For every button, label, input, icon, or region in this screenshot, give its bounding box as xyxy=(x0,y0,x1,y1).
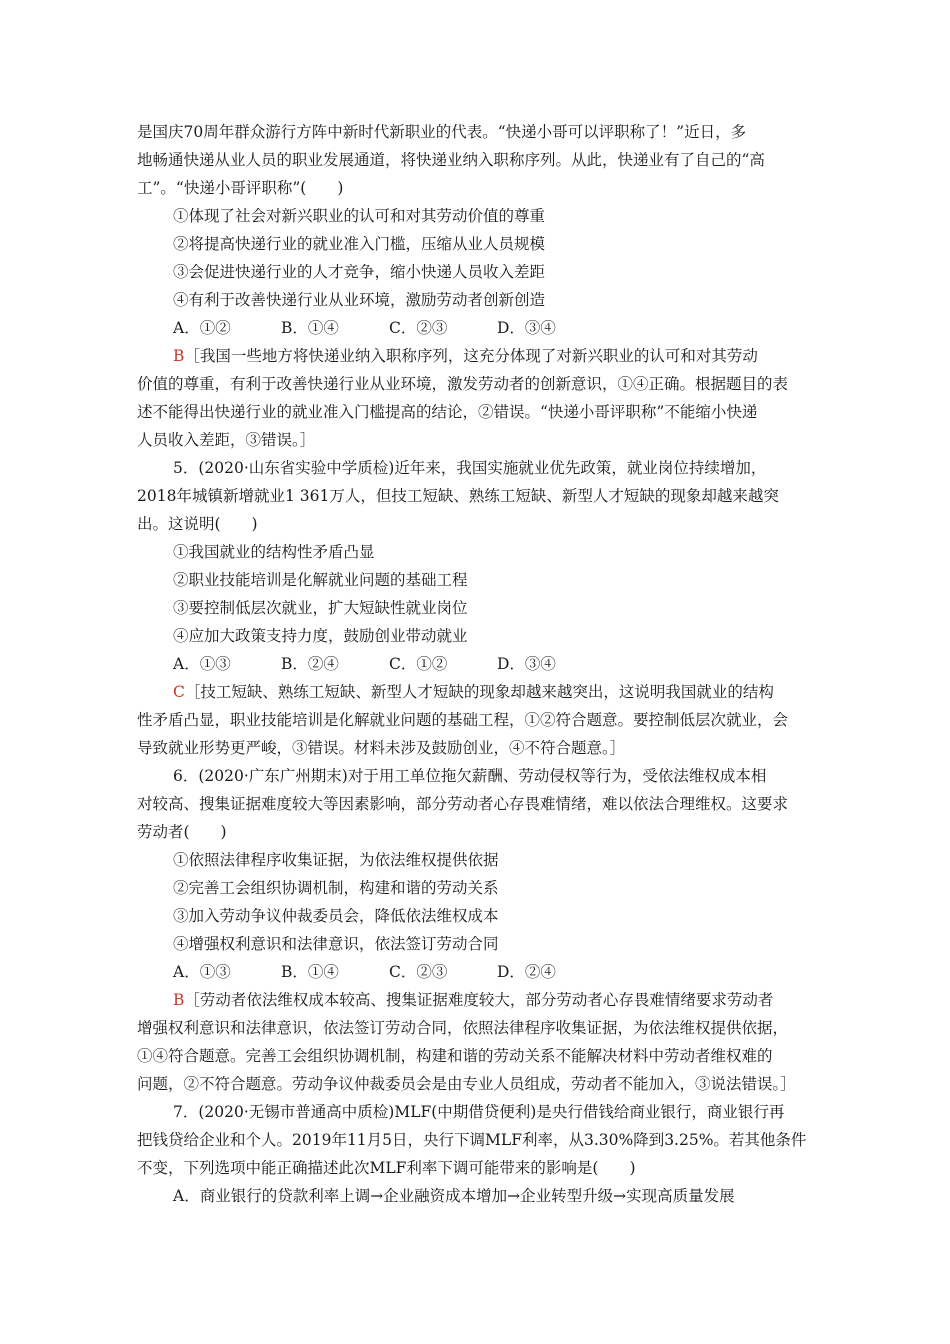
q5-explanation-text: ［技工短缺、熟练工短缺、新型人才短缺的现象却越来越突出，这说明我国就业的结构 xyxy=(184,683,774,701)
q4-explanation-line: 述不能得出快递行业的就业准入门槛提高的结论，②错误。“快递小哥评职称”不能缩小快递 xyxy=(137,403,758,421)
q4-stem-line: 地畅通快递从业人员的职业发展通道，将快递业纳入职称序列。从此，快递业有了自己的“高 xyxy=(137,151,765,169)
q7-stem-line: 7．(2020·无锡市普通高中质检)MLF(中期借贷便利)是央行借钱给商业银行，商业银行再 xyxy=(173,1103,785,1121)
q6-item: ②完善工会组织协调机制，构建和谐的劳动关系 xyxy=(173,879,499,897)
q5-explanation-line xyxy=(137,678,817,706)
q5-item: ②职业技能培训是化解就业问题的基础工程 xyxy=(173,571,468,589)
q5-option-b: B．②④ xyxy=(281,655,339,673)
document-page xyxy=(137,118,817,1210)
q6-option-d: D．②④ xyxy=(497,963,556,981)
q5-option-a: A．①③ xyxy=(173,655,231,673)
q6-item: ④增强权利意识和法律意识，依法签订劳动合同 xyxy=(173,935,499,953)
q6-options xyxy=(137,958,817,986)
q6-option-a: A．①③ xyxy=(173,963,231,981)
q7-option-a: A．商业银行的贷款利率上调→企业融资成本增加→企业转型升级→实现高质量发展 xyxy=(173,1187,735,1205)
q6-item: ③加入劳动争议仲裁委员会，降低依法维权成本 xyxy=(173,907,499,925)
q4-item: ①体现了社会对新兴职业的认可和对其劳动价值的尊重 xyxy=(173,207,546,225)
q6-stem-line: 对较高、搜集证据难度较大等因素影响，部分劳动者心存畏难情绪，难以依法合理维权。这要求 xyxy=(137,795,789,813)
q5-item: ③要控制低层次就业，扩大短缺性就业岗位 xyxy=(173,599,468,617)
q4-item: ③会促进快递行业的人才竞争，缩小快递人员收入差距 xyxy=(173,263,546,281)
q4-explanation-line: 人员收入差距，③错误。］ xyxy=(137,431,316,449)
q4-item: ②将提高快递行业的就业准入门槛，压缩从业人员规模 xyxy=(173,235,546,253)
q4-explanation-line: 价值的尊重，有利于改善快递行业从业环境，激发劳动者的创新意识，①④正确。根据题目的表 xyxy=(137,375,789,393)
q6-item: ①依照法律程序收集证据，为依法维权提供依据 xyxy=(173,851,499,869)
q5-option-d: D．③④ xyxy=(497,655,556,673)
q6-option-b: B．①④ xyxy=(281,963,339,981)
q5-explanation-line: 性矛盾凸显，职业技能培训是化解就业问题的基础工程，①②符合题意。要控制低层次就业，会 xyxy=(137,711,789,729)
q5-stem-line: 2018年城镇新增就业1 361万人，但技工短缺、熟练工短缺、新型人才短缺的现象却越来越突 xyxy=(137,487,779,505)
q5-item: ④应加大政策支持力度，鼓励创业带动就业 xyxy=(173,627,468,645)
q6-explanation-line: ①④符合题意。完善工会组织协调机制，构建和谐的劳动关系不能解决材料中劳动者维权难的 xyxy=(137,1047,773,1065)
q4-option-b: B．①④ xyxy=(281,319,339,337)
q6-explanation-line: 增强权利意识和法律意识，依法签订劳动合同，依照法律程序收集证据，为依法维权提供依据， xyxy=(137,1019,789,1037)
q6-stem-line: 劳动者( ) xyxy=(137,823,227,841)
q4-option-a: A．①② xyxy=(173,319,231,337)
q6-explanation-text: ［劳动者依法维权成本较高、搜集证据难度较大，部分劳动者心存畏难情绪要求劳动者 xyxy=(184,991,774,1009)
q5-answer-letter: C xyxy=(173,683,185,701)
q6-explanation-line: 问题，②不符合题意。劳动争议仲裁委员会是由专业人员组成，劳动者不能加入，③说法错误。］ xyxy=(137,1075,796,1093)
q5-option-c: C．①② xyxy=(389,655,448,673)
q4-options xyxy=(137,314,817,342)
q4-option-c: C．②③ xyxy=(389,319,448,337)
q5-item: ①我国就业的结构性矛盾凸显 xyxy=(173,543,375,561)
q4-option-d: D．③④ xyxy=(497,319,556,337)
q4-stem-line: 是国庆70周年群众游行方阵中新时代新职业的代表。“快递小哥可以评职称了！”近日，多 xyxy=(137,123,747,141)
q4-stem-line: 工”。“快递小哥评职称”( ) xyxy=(137,179,344,197)
q6-answer-letter: B xyxy=(173,991,185,1009)
q7-stem-line: 把钱贷给企业和个人。2019年11月5日，央行下调MLF利率，从3.30%降到3.25%。若其他条件 xyxy=(137,1131,807,1149)
q5-options xyxy=(137,650,817,678)
q5-stem-line: 出。这说明( ) xyxy=(137,515,258,533)
q6-explanation-line xyxy=(137,986,817,1014)
q6-option-c: C．②③ xyxy=(389,963,448,981)
q4-explanation-line xyxy=(137,342,817,370)
q7-stem-line: 不变，下列选项中能正确描述此次MLF利率下调可能带来的影响是( ) xyxy=(137,1159,636,1177)
q6-stem-line: 6．(2020·广东广州期末)对于用工单位拖欠薪酬、劳动侵权等行为，受依法维权成本相 xyxy=(173,767,767,785)
q4-answer-letter: B xyxy=(173,347,185,365)
q4-item: ④有利于改善快递行业从业环境，激励劳动者创新创造 xyxy=(173,291,546,309)
q5-explanation-line: 导致就业形势更严峻，③错误。材料未涉及鼓励创业，④不符合题意。］ xyxy=(137,739,626,757)
q5-stem-line: 5．(2020·山东省实验中学质检)近年来，我国实施就业优先政策，就业岗位持续增加， xyxy=(173,459,767,477)
q4-explanation-text: ［我国一些地方将快递业纳入职称序列，这充分体现了对新兴职业的认可和对其劳动 xyxy=(184,347,758,365)
